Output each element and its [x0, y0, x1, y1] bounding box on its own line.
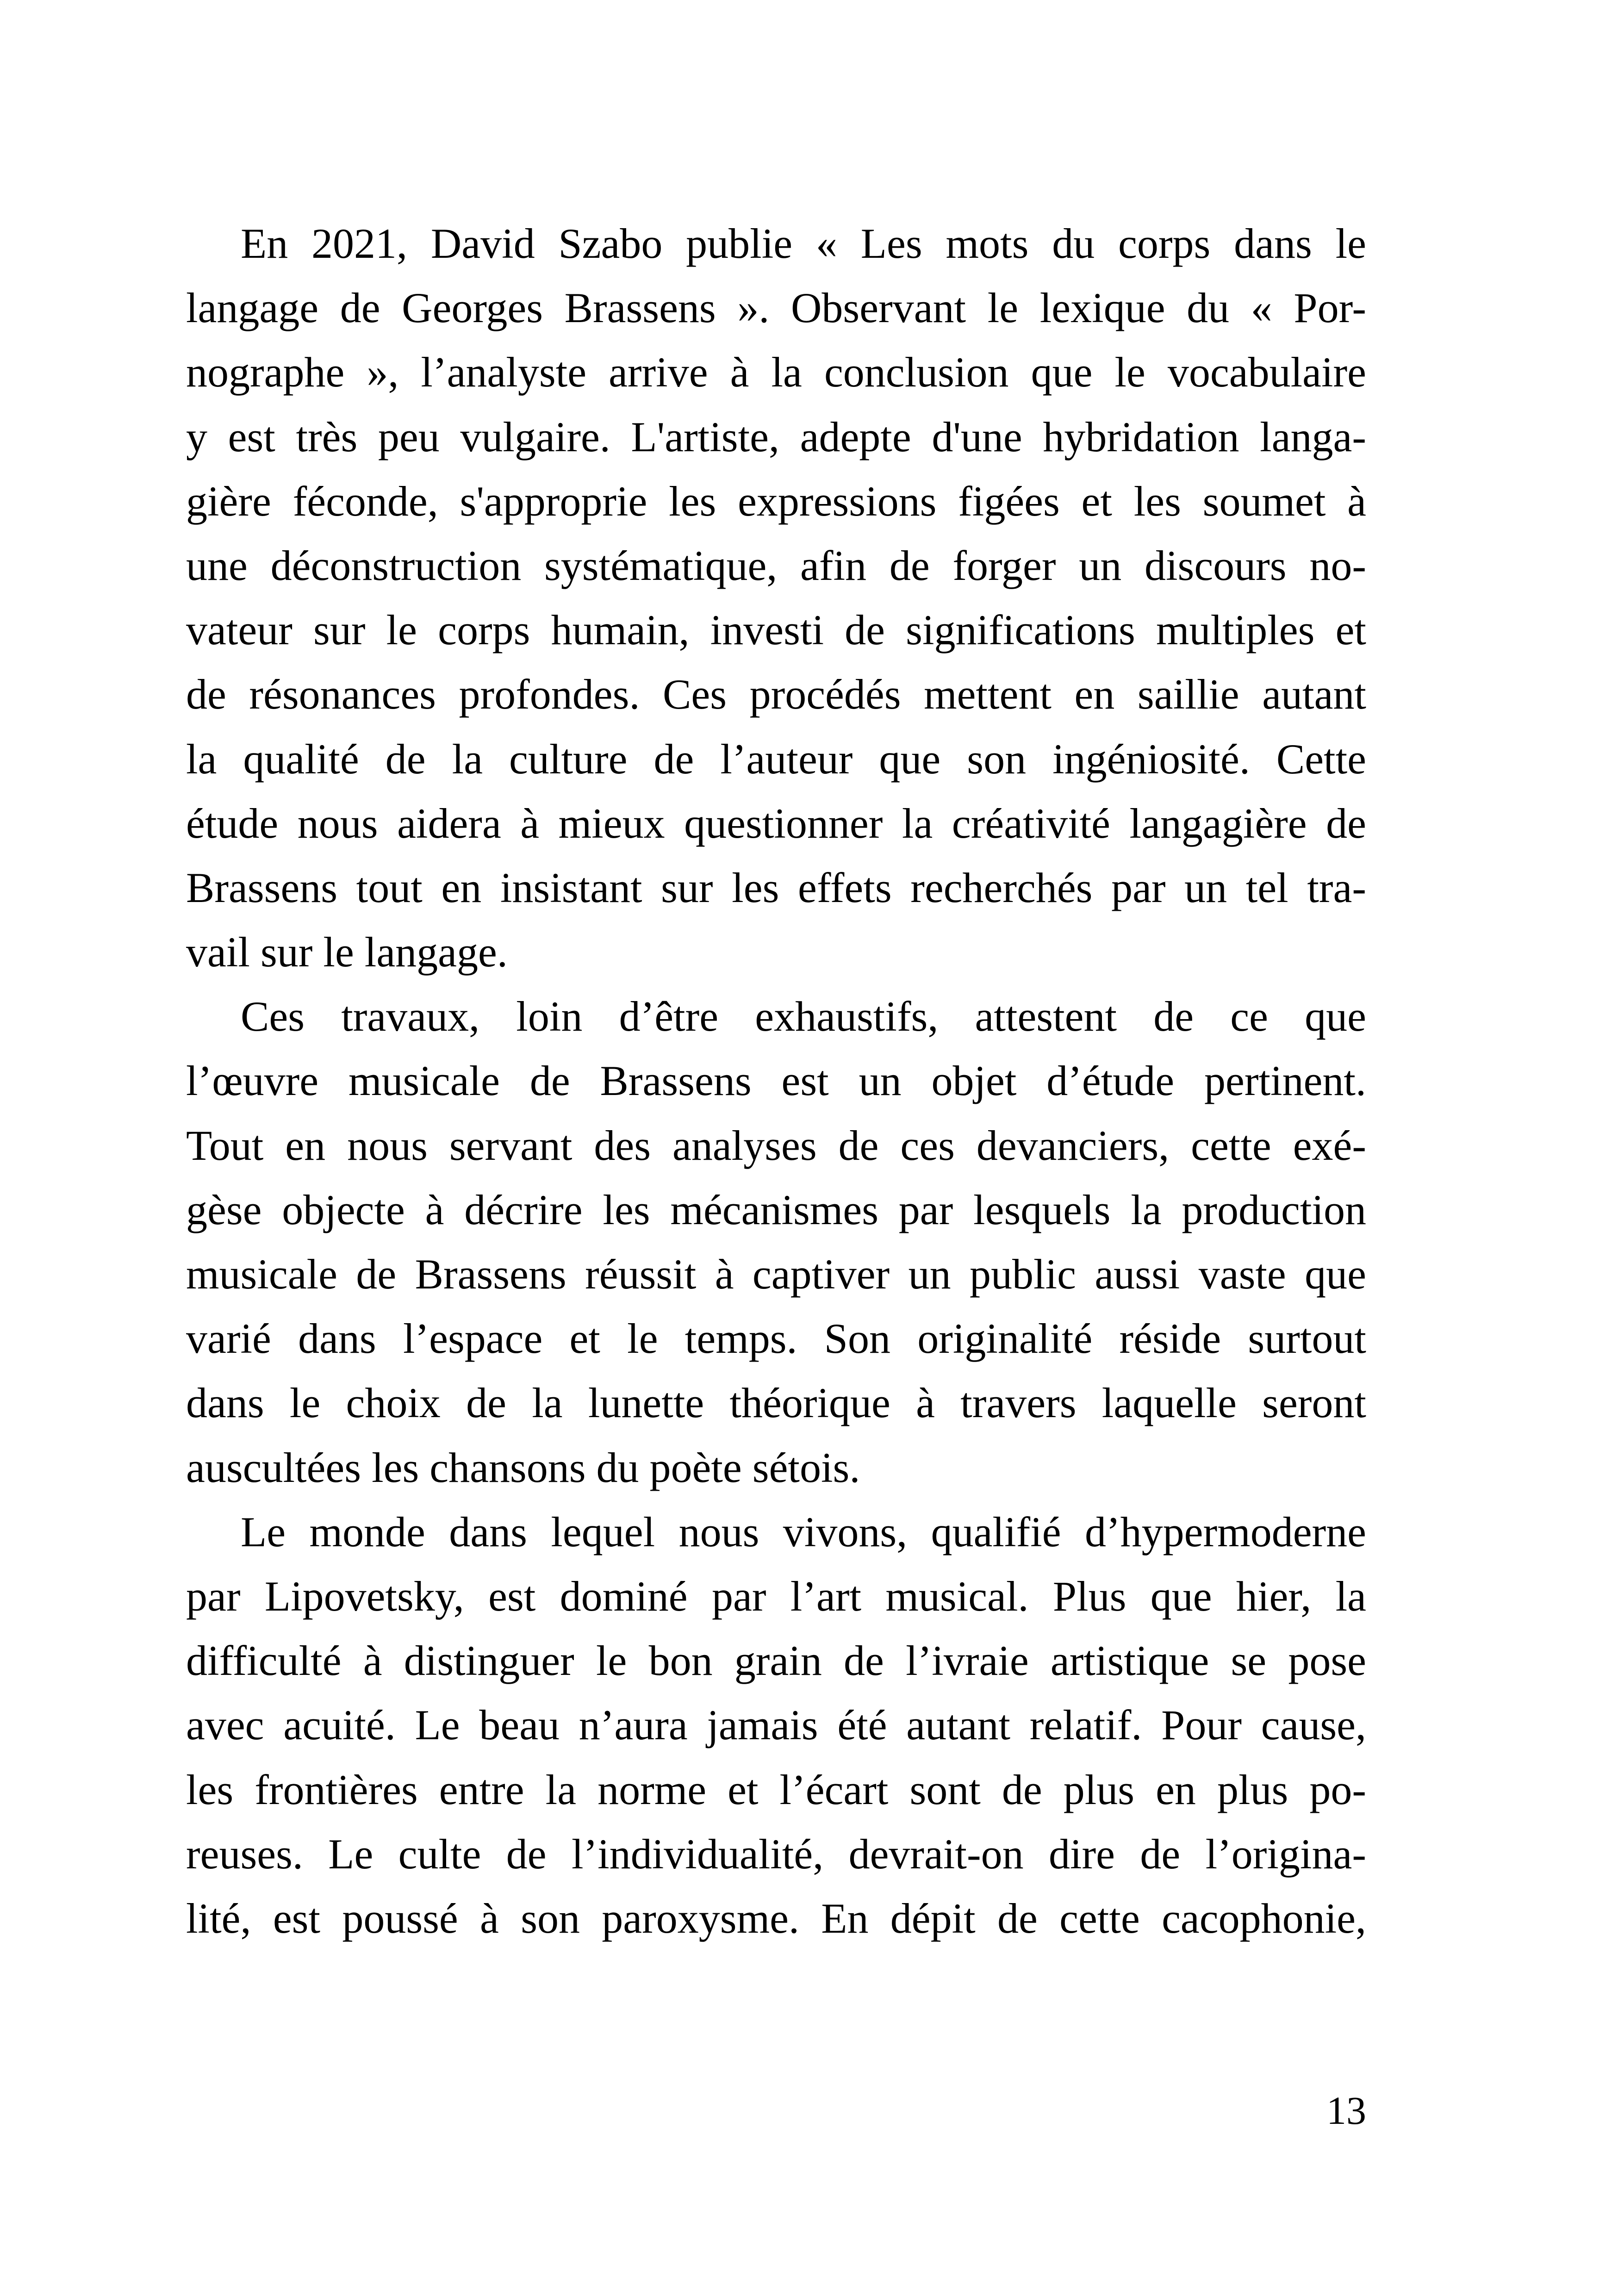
text-line: gèse objecte à décrire les mécanismes par lesquels la production [186, 1186, 1366, 1233]
text-line: musicale de Brassens réussit à captiver un public aussi vaste que [186, 1251, 1366, 1298]
text-line: Ces travaux, loin d’être exhaustifs, attestent de ce que [241, 993, 1366, 1040]
text-line: vateur sur le corps humain, investi de significations multiples et [186, 606, 1366, 654]
text-line: la qualité de la culture de l’auteur que son ingéniosité. Cette [186, 735, 1366, 783]
text-line: Brassens tout en insistant sur les effets recherchés par un tel tra- [186, 864, 1366, 911]
text-line: vail sur le langage. [186, 928, 508, 976]
text-line: nographe », l’analyste arrive à la conclusion que le vocabulaire [186, 348, 1366, 396]
text-line: Le monde dans lequel nous vivons, qualifié d’hypermoderne [241, 1508, 1366, 1556]
text-line: gière féconde, s'approprie les expressions figées et les soumet à [186, 477, 1366, 525]
text-line: lité, est poussé à son paroxysme. En dépit de cette cacophonie, [186, 1894, 1366, 1942]
paragraph-3 [186, 1500, 1366, 1951]
text-line: Tout en nous servant des analyses de ces devanciers, cette exé- [186, 1121, 1366, 1169]
text-line: varié dans l’espace et le temps. Son originalité réside surtout [186, 1315, 1366, 1363]
text-line: par Lipovetsky, est dominé par l’art musical. Plus que hier, la [186, 1572, 1366, 1620]
page-number: 13 [1326, 2088, 1366, 2133]
paragraph-1 [186, 212, 1366, 984]
text-line: avec acuité. Le beau n’aura jamais été autant relatif. Pour cause, [186, 1701, 1366, 1749]
text-line: dans le choix de la lunette théorique à travers laquelle seront [186, 1379, 1366, 1427]
text-line: En 2021, David Szabo publie « Les mots du corps dans le [241, 220, 1366, 267]
text-line: les frontières entre la norme et l’écart sont de plus en plus po- [186, 1766, 1366, 1813]
text-line: difficulté à distinguer le bon grain de l’ivraie artistique se pose [186, 1637, 1366, 1685]
paragraph-2 [186, 984, 1366, 1500]
text-line: langage de Georges Brassens ». Observant le lexique du « Por- [186, 284, 1366, 332]
text-line: une déconstruction systématique, afin de forger un discours no- [186, 541, 1366, 589]
text-line: auscultées les chansons du poète sétois. [186, 1444, 860, 1491]
body-text [186, 212, 1366, 1951]
text-line: y est très peu vulgaire. L'artiste, adepte d'une hybridation langa- [186, 413, 1366, 460]
text-line: étude nous aidera à mieux questionner la créativité langagière de [186, 799, 1366, 847]
text-line: de résonances profondes. Ces procédés mettent en saillie autant [186, 671, 1366, 718]
text-line: reuses. Le culte de l’individualité, devrait-on dire de l’origina- [186, 1830, 1366, 1878]
text-line: l’œuvre musicale de Brassens est un objet d’étude pertinent. [186, 1057, 1366, 1105]
